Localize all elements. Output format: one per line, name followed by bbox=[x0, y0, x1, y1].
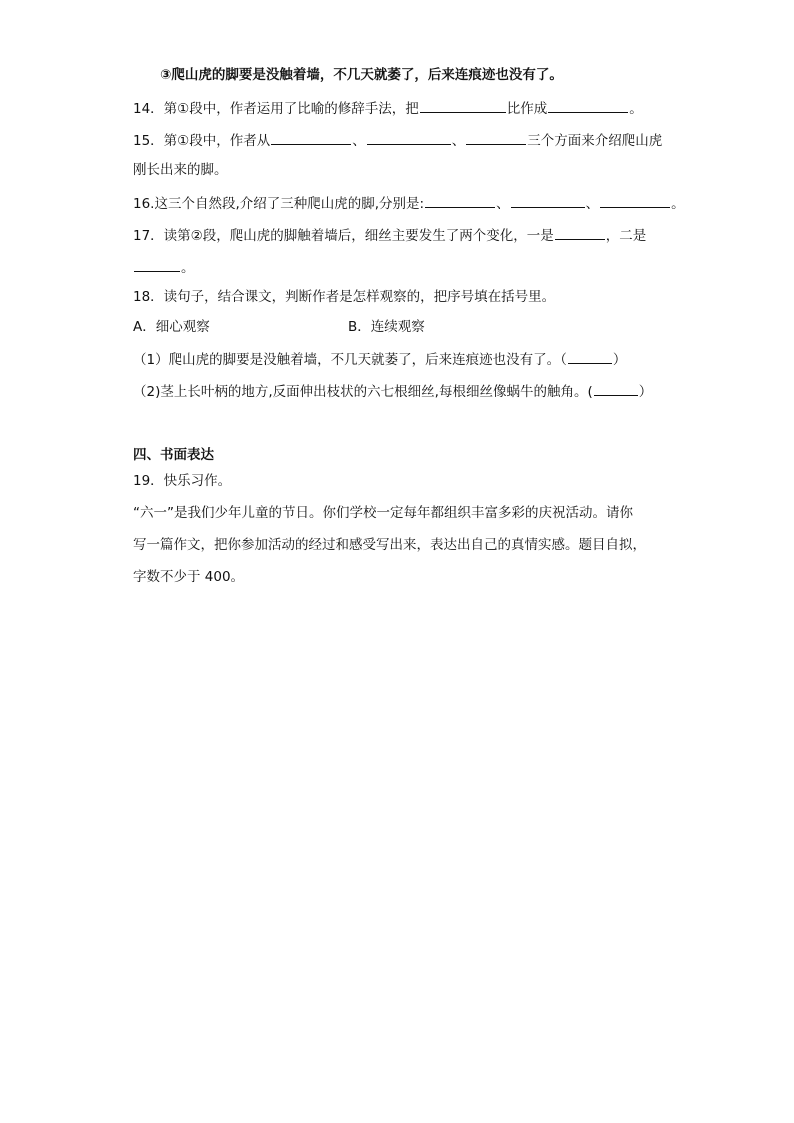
quoted-sentence-text: ③爬山虎的脚要是没触着墙，不几天就萎了，后来连痕迹也没有了。 bbox=[160, 67, 563, 83]
question-16 bbox=[133, 194, 685, 213]
question-17 bbox=[133, 226, 646, 245]
q14-blank-1[interactable] bbox=[420, 99, 506, 113]
option-a: A．细心观察 bbox=[133, 319, 210, 335]
quoted-sentence-3 bbox=[160, 66, 563, 84]
question-19 bbox=[133, 472, 231, 490]
question-15 bbox=[133, 131, 662, 150]
s2-text: （2)茎上长叶柄的地方,反面伸出枝状的六七根细丝,每根细丝像蜗牛的触角。( bbox=[133, 384, 593, 400]
q15-sep-1: 、 bbox=[352, 133, 366, 149]
prompt-text-1: “六一”是我们少年儿童的节日。你们学校一定每年都组织丰富多彩的庆祝活动。请你 bbox=[133, 505, 633, 521]
q16-blank-2[interactable] bbox=[511, 194, 585, 208]
prompt-line-3 bbox=[133, 568, 244, 586]
q15-blank-2[interactable] bbox=[367, 131, 451, 145]
s1-answer-blank[interactable] bbox=[568, 350, 612, 364]
q16-blank-1[interactable] bbox=[425, 194, 495, 208]
prompt-line-2 bbox=[133, 536, 646, 554]
prompt-text-2: 写一篇作文，把你参加活动的经过和感受写出来，表达出自己的真情实感。题目自拟， bbox=[133, 537, 646, 553]
s2-close: ） bbox=[638, 384, 653, 400]
q14-text-a: 14．第①段中，作者运用了比喻的修辞手法，把 bbox=[133, 101, 419, 117]
question-18-sentence-2 bbox=[133, 382, 652, 401]
section-4-heading bbox=[133, 446, 214, 464]
q18-text: 18．读句子，结合课文，判断作者是怎样观察的，把序号填在括号里。 bbox=[133, 289, 556, 305]
q14-blank-2[interactable] bbox=[548, 99, 628, 113]
q16-sep-1: 、 bbox=[496, 196, 510, 212]
q16-text-a: 16.这三个自然段,介绍了三种爬山虎的脚,分别是: bbox=[133, 196, 425, 212]
q15-text-c: 刚长出来的脚。 bbox=[133, 162, 228, 178]
s1-close: ） bbox=[612, 352, 627, 368]
question-18-sentence-1 bbox=[133, 350, 626, 369]
prompt-text-3: 字数不少于 400。 bbox=[133, 569, 245, 585]
question-14 bbox=[133, 99, 643, 118]
q17-text-a: 17．读第②段，爬山虎的脚触着墙后，细丝主要发生了两个变化，一是 bbox=[133, 228, 554, 244]
q15-text-b: 三个方面来介绍爬山虎 bbox=[527, 133, 663, 149]
q19-text: 19．快乐习作。 bbox=[133, 473, 232, 489]
q16-sep-2: 、 bbox=[585, 196, 600, 212]
question-18 bbox=[133, 288, 555, 306]
q15-text-a: 15．第①段中，作者从 bbox=[133, 133, 271, 149]
q16-blank-3[interactable] bbox=[600, 194, 670, 208]
question-17-cont bbox=[133, 258, 195, 277]
q14-text-c: 。 bbox=[629, 101, 643, 117]
q14-text-b: 比作成 bbox=[506, 101, 548, 117]
s1-text: （1）爬山虎的脚要是没触着墙，不几天就萎了，后来连痕迹也没有了。（ bbox=[133, 352, 567, 368]
q17-text-c: 。 bbox=[181, 260, 195, 276]
q17-text-b: ，二是 bbox=[605, 228, 647, 244]
s2-answer-blank[interactable] bbox=[594, 382, 638, 396]
q17-blank-2[interactable] bbox=[134, 258, 180, 272]
prompt-line-1 bbox=[133, 504, 633, 522]
option-b: B．连续观察 bbox=[348, 319, 425, 335]
question-15-cont bbox=[133, 161, 228, 179]
q17-blank-1[interactable] bbox=[555, 226, 605, 240]
q16-end: 。 bbox=[671, 196, 685, 212]
q15-blank-3[interactable] bbox=[466, 131, 526, 145]
q15-blank-1[interactable] bbox=[271, 131, 351, 145]
question-18-options bbox=[133, 318, 425, 336]
section-4-title: 四、书面表达 bbox=[133, 447, 214, 463]
q15-sep-2: 、 bbox=[451, 133, 466, 149]
